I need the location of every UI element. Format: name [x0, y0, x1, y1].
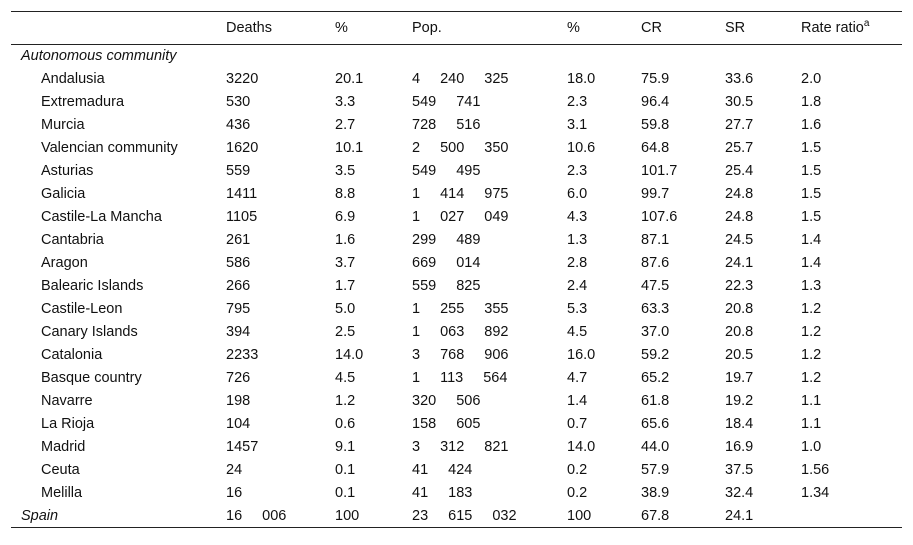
- pop-digit-group: 049: [484, 209, 509, 225]
- cell-pop: [412, 459, 567, 482]
- cell-cr: 57.9: [641, 462, 670, 478]
- cell-sr: 25.7: [725, 140, 754, 156]
- cell-deaths-pct: 5.0: [335, 301, 356, 317]
- pop-digit-group: 892: [484, 324, 509, 340]
- pop-digit-group: 669: [412, 255, 437, 271]
- cell-cr: 96.4: [641, 94, 670, 110]
- cell-pop: [412, 436, 567, 459]
- cell-name: Castile-Leon: [41, 301, 123, 317]
- cell-rate-ratio: 1.2: [801, 347, 822, 363]
- header-rate-ratio: Rate ratio$^a$: [801, 12, 902, 45]
- cell-rate-ratio: 2.0: [801, 71, 822, 87]
- pop-digit-group: 1: [412, 324, 421, 340]
- pop-digit-group: 014: [456, 255, 481, 271]
- cell-deaths: 3220: [226, 71, 259, 87]
- cell-pop: [412, 390, 567, 413]
- cell-pop: [412, 114, 567, 137]
- cell-name: Spain: [11, 505, 226, 528]
- cell-name: Andalusia: [41, 71, 105, 87]
- cell-deaths-pct: 2.5: [335, 324, 356, 340]
- cell-sr: 19.7: [725, 370, 754, 386]
- cell-deaths-pct: 0.1: [335, 485, 356, 501]
- pop-digit-group: 299: [412, 232, 437, 248]
- cell-rate-ratio: 1.34: [801, 485, 830, 501]
- pop-digit-group: 615: [448, 507, 473, 524]
- cell-pop: [412, 68, 567, 91]
- cell-pop-pct: 6.0: [567, 186, 588, 202]
- cell-pop: [412, 137, 567, 160]
- cell-rate-ratio: 1.2: [801, 301, 822, 317]
- cell-pop-pct: 14.0: [567, 439, 596, 455]
- cell-deaths: 16: [226, 485, 243, 501]
- cell-name: Aragon: [41, 255, 88, 271]
- header-name: [11, 12, 226, 45]
- cell-rate-ratio: 1.6: [801, 117, 822, 133]
- cell-deaths: 530: [226, 94, 251, 110]
- cell-cr: 59.2: [641, 347, 670, 363]
- cell-pop-pct: 16.0: [567, 347, 596, 363]
- cell-pop-pct: 0.2: [567, 485, 588, 501]
- pop-digit-group: 768: [440, 347, 465, 363]
- cell-deaths-pct: 0.6: [335, 416, 356, 432]
- cell-sr: 30.5: [725, 94, 754, 110]
- cell-rate-ratio: 1.56: [801, 462, 830, 478]
- cell-pop: [412, 482, 567, 505]
- cell-pop-pct: 100: [567, 505, 641, 528]
- cell-deaths: 726: [226, 370, 251, 386]
- pop-digit-group: 500: [440, 140, 465, 156]
- cell-deaths-pct: 2.7: [335, 117, 356, 133]
- cell-pop: [412, 321, 567, 344]
- cell-cr: 61.8: [641, 393, 670, 409]
- cell-sr: 24.8: [725, 209, 754, 225]
- table-row: [11, 436, 902, 459]
- pop-digit-group: 489: [456, 232, 481, 248]
- cell-cr: 87.1: [641, 232, 670, 248]
- cell-name: Balearic Islands: [41, 278, 144, 294]
- cell-cr: 107.6: [641, 209, 678, 225]
- cell-pop: [412, 91, 567, 114]
- pop-digit-group: 559: [412, 278, 437, 294]
- pop-digit-group: 350: [484, 140, 509, 156]
- cell-rate-ratio: 1.4: [801, 232, 822, 248]
- cell-cr: 63.3: [641, 301, 670, 317]
- table-row: [11, 344, 902, 367]
- cell-name: Extremadura: [41, 94, 125, 110]
- pop-digit-group: 549: [412, 163, 437, 179]
- cell-deaths: 1411: [226, 186, 258, 202]
- cell-deaths: [226, 505, 335, 528]
- cell-name: Madrid: [41, 439, 86, 455]
- pop-digit-group: 312: [440, 439, 465, 455]
- cell-cr: 38.9: [641, 485, 670, 501]
- mortality-table: [11, 11, 902, 528]
- cell-pop-pct: 0.7: [567, 416, 588, 432]
- pop-digit-group: 240: [440, 71, 465, 87]
- header-deaths: Deaths: [226, 12, 335, 45]
- cell-pop: [412, 505, 567, 528]
- pop-digit-group: 23: [412, 507, 429, 524]
- pop-digit-group: 414: [440, 186, 465, 202]
- table-row: [11, 275, 902, 298]
- pop-digit-group: 549: [412, 94, 437, 110]
- cell-pop: [412, 160, 567, 183]
- cell-sr: 22.3: [725, 278, 754, 294]
- cell-pop-pct: 3.1: [567, 117, 588, 133]
- pop-digit-group: 728: [412, 117, 437, 133]
- cell-deaths-pct: 10.1: [335, 140, 364, 156]
- pop-digit-group: 1: [412, 370, 421, 386]
- group-row: [11, 45, 902, 68]
- table-row: [11, 91, 902, 114]
- cell-cr: 44.0: [641, 439, 670, 455]
- cell-name: Ceuta: [41, 462, 80, 478]
- cell-sr: 24.1: [725, 255, 754, 271]
- cell-deaths-pct: 20.1: [335, 71, 364, 87]
- cell-pop-pct: 4.5: [567, 324, 588, 340]
- cell-rate-ratio: 1.0: [801, 439, 822, 455]
- pop-digit-group: 975: [484, 186, 509, 202]
- pop-digit-group: 1: [412, 209, 421, 225]
- table-row: [11, 183, 902, 206]
- cell-deaths-pct: 6.9: [335, 209, 356, 225]
- cell-deaths-pct: 3.3: [335, 94, 356, 110]
- cell-deaths-pct: 3.7: [335, 255, 356, 271]
- pop-digit-group: 821: [484, 439, 509, 455]
- cell-cr: 59.8: [641, 117, 670, 133]
- header-pop-pct: %: [567, 12, 641, 45]
- cell-sr: 20.8: [725, 324, 754, 340]
- cell-sr: 18.4: [725, 416, 754, 432]
- cell-rate-ratio: 1.2: [801, 370, 822, 386]
- cell-cr: 67.8: [641, 505, 725, 528]
- cell-pop: [412, 229, 567, 252]
- cell-sr: 33.6: [725, 71, 754, 87]
- pop-digit-group: 1: [412, 301, 421, 317]
- header-row: [11, 12, 902, 45]
- pop-digit-group: 355: [484, 301, 509, 317]
- cell-sr: 32.4: [725, 485, 754, 501]
- pop-digit-group: 516: [456, 117, 481, 133]
- pop-digit-group: 605: [456, 416, 481, 432]
- pop-digit-group: 063: [440, 324, 465, 340]
- cell-deaths: 559: [226, 163, 251, 179]
- header-pop: Pop.: [412, 12, 567, 45]
- cell-deaths: 1105: [226, 209, 258, 225]
- table-row: [11, 206, 902, 229]
- cell-cr: 64.8: [641, 140, 670, 156]
- header-deaths-pct: %: [335, 12, 412, 45]
- table-row: [11, 482, 902, 505]
- table-row: [11, 68, 902, 91]
- cell-name: La Rioja: [41, 416, 95, 432]
- cell-rate-ratio: 1.8: [801, 94, 822, 110]
- cell-cr: 75.9: [641, 71, 670, 87]
- cell-pop-pct: 4.3: [567, 209, 588, 225]
- cell-pop: [412, 275, 567, 298]
- pop-digit-group: 027: [440, 209, 465, 225]
- cell-deaths-pct: 14.0: [335, 347, 364, 363]
- cell-name: Castile-La Mancha: [41, 209, 162, 225]
- cell-deaths-pct: 100: [335, 505, 412, 528]
- cell-name: Navarre: [41, 393, 93, 409]
- table-row: [11, 137, 902, 160]
- cell-pop: [412, 252, 567, 275]
- cell-cr: 65.6: [641, 416, 670, 432]
- cell-pop-pct: 10.6: [567, 140, 596, 156]
- cell-deaths: 1620: [226, 140, 259, 156]
- pop-digit-group: 16: [226, 507, 243, 524]
- cell-deaths: 394: [226, 324, 251, 340]
- cell-deaths-pct: 8.8: [335, 186, 356, 202]
- pop-digit-group: 032: [492, 507, 517, 524]
- cell-pop-pct: 4.7: [567, 370, 588, 386]
- cell-pop-pct: 2.4: [567, 278, 588, 294]
- cell-deaths-pct: 4.5: [335, 370, 356, 386]
- cell-rate-ratio: 1.5: [801, 209, 822, 225]
- cell-name: Valencian community: [41, 140, 178, 156]
- cell-name: Galicia: [41, 186, 86, 202]
- cell-pop: [412, 183, 567, 206]
- cell-rate-ratio: 1.1: [801, 393, 822, 409]
- cell-sr: 20.8: [725, 301, 754, 317]
- cell-deaths-pct: 0.1: [335, 462, 356, 478]
- pop-digit-group: 006: [262, 507, 287, 524]
- cell-name: Murcia: [41, 117, 85, 133]
- header-cr: CR: [641, 12, 725, 45]
- cell-pop-pct: 2.8: [567, 255, 588, 271]
- cell-rate-ratio: 1.5: [801, 186, 822, 202]
- cell-rate-ratio: 1.3: [801, 278, 822, 294]
- table-row: [11, 160, 902, 183]
- pop-digit-group: 113: [440, 370, 464, 386]
- pop-digit-group: 41: [412, 462, 429, 478]
- pop-digit-group: 3: [412, 439, 421, 455]
- cell-pop-pct: 1.4: [567, 393, 588, 409]
- cell-name: Basque country: [41, 370, 142, 386]
- pop-digit-group: 741: [456, 94, 481, 110]
- cell-pop: [412, 298, 567, 321]
- pop-digit-group: 2: [412, 140, 421, 156]
- cell-cr: 101.7: [641, 163, 678, 179]
- pop-digit-group: 506: [456, 393, 481, 409]
- cell-pop-pct: 2.3: [567, 163, 588, 179]
- pop-digit-group: 825: [456, 278, 481, 294]
- cell-pop: [412, 206, 567, 229]
- cell-deaths: 436: [226, 117, 251, 133]
- pop-digit-group: 320: [412, 393, 437, 409]
- table-row: [11, 252, 902, 275]
- pop-digit-group: 4: [412, 71, 421, 87]
- footnote-marker: a: [863, 18, 870, 30]
- cell-cr: 37.0: [641, 324, 670, 340]
- cell-deaths-pct: 3.5: [335, 163, 356, 179]
- table-row: [11, 367, 902, 390]
- pop-digit-group: 158: [412, 416, 437, 432]
- pop-digit-group: 495: [456, 163, 481, 179]
- header-sr: SR: [725, 12, 801, 45]
- cell-deaths-pct: 9.1: [335, 439, 356, 455]
- pop-digit-group: 183: [448, 485, 473, 501]
- cell-rate-ratio: 1.5: [801, 140, 822, 156]
- cell-rate-ratio: 1.4: [801, 255, 822, 271]
- pop-digit-group: 325: [484, 71, 509, 87]
- cell-deaths: 795: [226, 301, 251, 317]
- cell-name: Canary Islands: [41, 324, 138, 340]
- cell-cr: 87.6: [641, 255, 670, 271]
- table-row: [11, 114, 902, 137]
- cell-pop-pct: 0.2: [567, 462, 588, 478]
- table-row: [11, 229, 902, 252]
- pop-digit-group: 906: [484, 347, 509, 363]
- table-row: [11, 390, 902, 413]
- pop-digit-group: 564: [483, 370, 508, 386]
- cell-pop: [412, 413, 567, 436]
- cell-sr: 19.2: [725, 393, 754, 409]
- cell-pop-pct: 1.3: [567, 232, 588, 248]
- cell-sr: 24.5: [725, 232, 754, 248]
- cell-deaths-pct: 1.7: [335, 278, 356, 294]
- cell-name: Cantabria: [41, 232, 104, 248]
- cell-deaths: 261: [226, 232, 251, 248]
- pop-digit-group: 41: [412, 485, 429, 501]
- cell-rate-ratio: 1.5: [801, 163, 822, 179]
- cell-pop: [412, 367, 567, 390]
- cell-sr: 16.9: [725, 439, 754, 455]
- total-row: [11, 505, 902, 528]
- group-label: Autonomous community: [21, 48, 177, 65]
- cell-pop-pct: 2.3: [567, 94, 588, 110]
- cell-sr: 27.7: [725, 117, 754, 133]
- cell-rate-ratio: [801, 505, 902, 528]
- cell-name: Catalonia: [41, 347, 103, 363]
- cell-deaths: 2233: [226, 347, 259, 363]
- table-row: [11, 413, 902, 436]
- cell-deaths: 104: [226, 416, 251, 432]
- table-row: [11, 459, 902, 482]
- pop-digit-group: 255: [440, 301, 465, 317]
- cell-deaths: 266: [226, 278, 251, 294]
- cell-deaths: 198: [226, 393, 251, 409]
- cell-name: Asturias: [41, 163, 94, 179]
- cell-sr: 24.8: [725, 186, 754, 202]
- table-row: [11, 321, 902, 344]
- cell-cr: 47.5: [641, 278, 670, 294]
- cell-pop-pct: 18.0: [567, 71, 596, 87]
- cell-deaths-pct: 1.2: [335, 393, 356, 409]
- pop-digit-group: 1: [412, 186, 421, 202]
- cell-deaths: 1457: [226, 439, 259, 455]
- cell-rate-ratio: 1.1: [801, 416, 822, 432]
- cell-name: Melilla: [41, 485, 83, 501]
- cell-deaths: 24: [226, 462, 243, 478]
- cell-deaths: 586: [226, 255, 251, 271]
- cell-sr: 20.5: [725, 347, 754, 363]
- pop-digit-group: 3: [412, 347, 421, 363]
- table-row: [11, 298, 902, 321]
- cell-sr: 25.4: [725, 163, 754, 179]
- cell-sr: 24.1: [725, 505, 801, 528]
- cell-pop: [412, 344, 567, 367]
- cell-cr: 99.7: [641, 186, 670, 202]
- pop-digit-group: 424: [448, 462, 473, 478]
- cell-pop-pct: 5.3: [567, 301, 588, 317]
- cell-rate-ratio: 1.2: [801, 324, 822, 340]
- cell-cr: 65.2: [641, 370, 670, 386]
- cell-sr: 37.5: [725, 462, 754, 478]
- cell-deaths-pct: 1.6: [335, 232, 356, 248]
